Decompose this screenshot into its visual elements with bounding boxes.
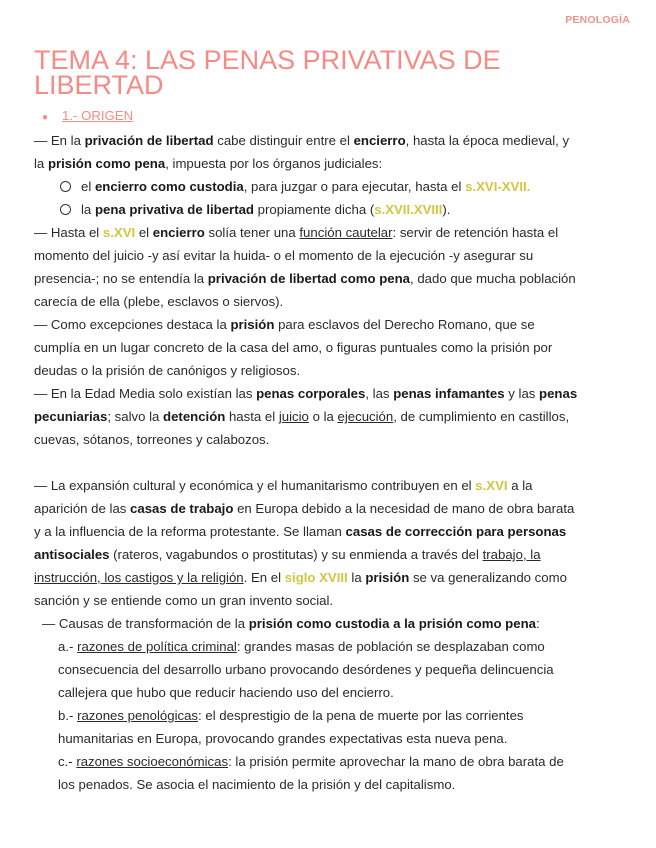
text-line: momento del juicio -y así evitar la huida- o el momento de la ejecución -y asegurar su xyxy=(34,248,534,263)
list-item: el encierro como custodia, para juzgar o para ejecutar, hasta el s.XVI-XVII. xyxy=(34,175,624,198)
text-line: sanción y se entiende como un gran invento social. xyxy=(34,593,334,608)
section-heading-label: 1.- ORIGEN xyxy=(62,108,134,123)
text-line: — En la privación de libertad cabe distinguir entre el encierro, hasta la época medieval, y xyxy=(34,133,570,148)
text-line: y a la influencia de la reforma protestante. Se llaman casas de corrección para personas xyxy=(34,524,567,539)
circle-bullet-icon xyxy=(60,181,71,192)
text-line: — En la Edad Media solo existían las penas corporales, las penas infamantes y las penas xyxy=(34,386,578,401)
text-line: pecuniarias; salvo la detención hasta el juicio o la ejecución, de cumplimiento en castillos, xyxy=(34,409,570,424)
bullet-dot-icon: ● xyxy=(42,112,49,123)
list-item: a.- razones de política criminal: grandes masas de población se desplazaban como xyxy=(58,639,545,654)
text-line: carecía de ella (plebe, esclavos o siervos). xyxy=(34,294,284,309)
text-line: la prisión como pena, impuesta por los órganos judiciales: xyxy=(34,156,383,171)
text-line: aparición de las casas de trabajo en Europa debido a la necesidad de mano de obra barata xyxy=(34,501,575,516)
text-line: cuevas, sótanos, torreones y calabozos. xyxy=(34,432,270,447)
text-line: antisociales (rateros, vagabundos o prostitutas) y su enmienda a través del trabajo, la xyxy=(34,547,541,562)
list-item: c.- razones socioeconómicas: la prisión permite aprovechar la mano de obra barata de xyxy=(58,754,564,769)
text-line: — Como excepciones destaca la prisión para esclavos del Derecho Romano, que se xyxy=(34,317,535,332)
text-line: — La expansión cultural y económica y el humanitarismo contribuyen en el s.XVI a la xyxy=(34,478,533,493)
text-line: instrucción, los castigos y la religión. En el siglo XVIII la prisión se va generalizando como xyxy=(34,570,567,585)
page-title: TEMA 4: LAS PENAS PRIVATIVAS DE LIBERTAD xyxy=(34,45,501,100)
list-item: b.- razones penológicas: el desprestigio de la pena de muerte por las corrientes xyxy=(58,708,524,723)
section-heading xyxy=(34,104,624,129)
circle-bullet-icon xyxy=(60,204,71,215)
header-subject-tag: PENOLOGÍA xyxy=(565,14,630,26)
text-line: consecuencia del desarrollo urbano provocando desórdenes y pequeña delincuencia xyxy=(58,662,554,677)
text-line: — Hasta el s.XVI el encierro solía tener una función cautelar: servir de retención hasta el xyxy=(34,225,559,240)
text-line: deudas o la prisión de canónigos y religiosos. xyxy=(34,363,301,378)
text-line: presencia-; no se entendía la privación de libertad como pena, dado que mucha población xyxy=(34,271,576,286)
blank-line xyxy=(34,451,624,474)
text-line: — Causas de transformación de la prisión como custodia a la prisión como pena: xyxy=(42,616,540,631)
document-body xyxy=(34,104,624,796)
text-line: humanitarias en Europa, provocando grandes expectativas esta nueva pena. xyxy=(58,731,508,746)
text-line: cumplía en un lugar concreto de la casa del amo, o figuras puntuales como la prisión por xyxy=(34,340,553,355)
text-line: callejera que hubo que reducir haciendo uso del encierro. xyxy=(58,685,394,700)
text-line: los penados. Se asocia el nacimiento de la prisión y del capitalismo. xyxy=(58,777,456,792)
list-item: la pena privativa de libertad propiamente dicha (s.XVII.XVIII). xyxy=(34,198,624,221)
